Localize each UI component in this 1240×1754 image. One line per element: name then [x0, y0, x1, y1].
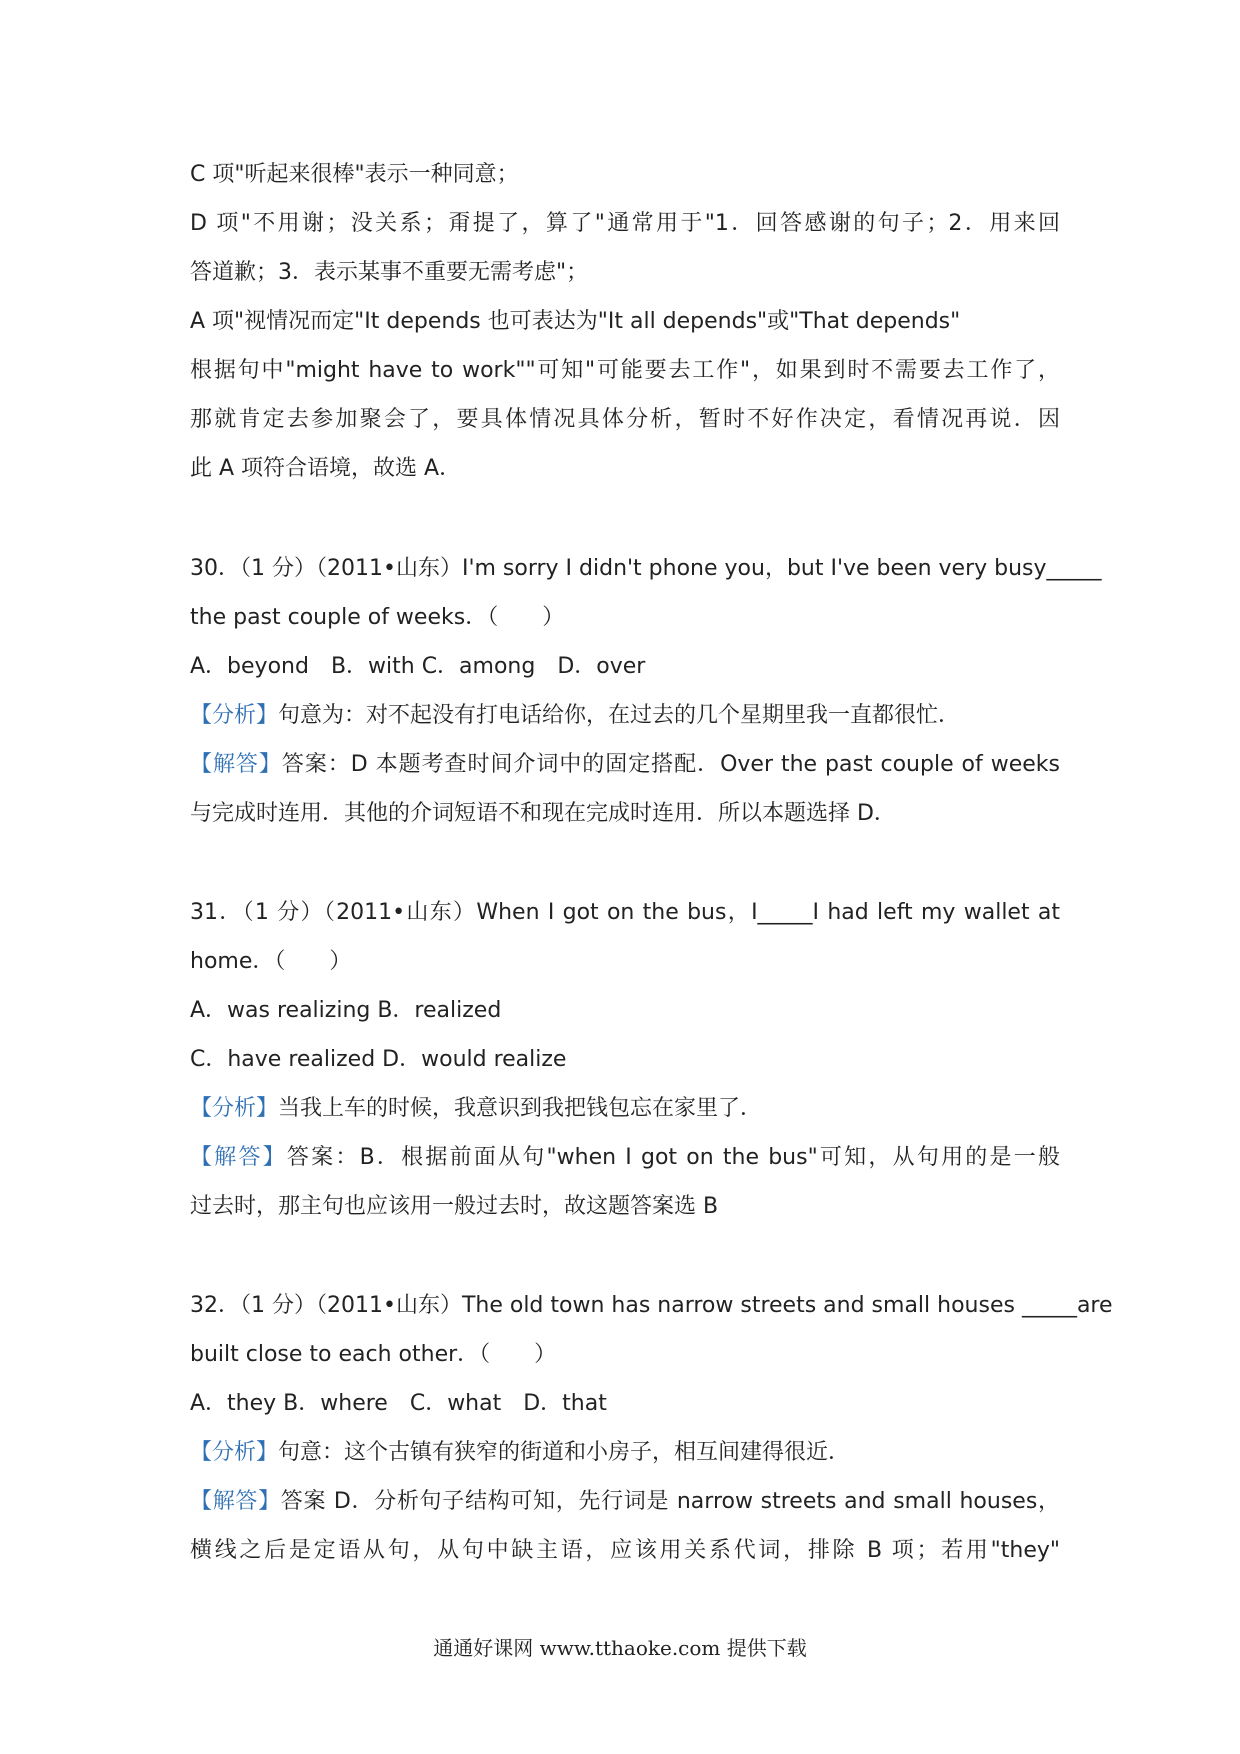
analysis-line: 根据句中"might have to work""可知"可能要去工作"，如果到时不需要去工作了，: [190, 358, 1060, 383]
question-stem: home．（ ）: [190, 949, 352, 974]
answer-text: 答案：D 本题考查时间介词中的固定搭配．Over the past couple of weeks: [281, 752, 1060, 777]
answer-text: 横线之后是定语从句，从句中缺主语，应该用关系代词，排除 B 项；若用"they": [190, 1538, 1060, 1563]
page-footer: 通通好课网 www.tthaoke.com 提供下载: [433, 1636, 807, 1660]
analysis-text: 句意为：对不起没有打电话给你，在过去的几个星期里我一直都很忙．: [278, 703, 961, 728]
analysis-line: A 项"视情况而定"It depends 也可表达为"It all depends"或"That depends": [190, 309, 961, 334]
answer-text: 答案：B．根据前面从句"when I got on the bus"可知，从句用的是一般: [286, 1145, 1060, 1170]
answer-block: [190, 750, 1060, 780]
question-stem: 30．（1 分）（2011•山东）I'm sorry I didn't phone you，but I've been very busy_____: [190, 556, 1102, 581]
analysis-tag: 【分析】: [190, 703, 279, 728]
answer-block: [190, 1487, 1060, 1517]
answer-block: [190, 1143, 1060, 1173]
question-options: A．was realizing B．realized: [190, 998, 502, 1023]
analysis-line: 此 A 项符合语境，故选 A．: [190, 456, 462, 481]
question-stem: 32．（1 分）（2011•山东）The old town has narrow streets and small houses _____are: [190, 1293, 1113, 1318]
question-options: A．beyond B．with C．among D．over: [190, 654, 646, 679]
answer-text: 答案 D．分析句子结构可知，先行词是 narrow streets and small houses，: [280, 1489, 1060, 1514]
analysis-block: [190, 1094, 1060, 1124]
answer-tag: 【解答】: [190, 752, 282, 777]
analysis-text: 句意：这个古镇有狭窄的街道和小房子，相互间建得很近．: [278, 1440, 851, 1465]
analysis-text: 当我上车的时候，我意识到我把钱包忘在家里了．: [278, 1096, 763, 1121]
answer-tag: 【解答】: [190, 1145, 287, 1170]
analysis-block: [190, 701, 1060, 731]
question-stem: built close to each other．（ ）: [190, 1342, 557, 1367]
answer-text: 与完成时连用．其他的介词短语不和现在完成时连用．所以本题选择 D．: [190, 801, 896, 826]
analysis-line: C 项"听起来很棒"表示一种同意；: [190, 162, 519, 187]
question-stem: the past couple of weeks．（ ）: [190, 605, 565, 630]
answer-text: 过去时，那主句也应该用一般过去时，故这题答案选 B: [190, 1194, 719, 1219]
question-stem: 31．（1 分）（2011•山东）When I got on the bus，I_____I had left my wallet at: [190, 900, 1060, 925]
question-options: A．they B．where C．what D．that: [190, 1391, 607, 1416]
analysis-block: [190, 1438, 1060, 1468]
analysis-line: 那就肯定去参加聚会了，要具体情况具体分析，暂时不好作决定，看情况再说．因: [190, 407, 1060, 432]
analysis-tag: 【分析】: [190, 1440, 279, 1465]
analysis-line: D 项"不用谢；没关系；甭提了，算了"通常用于"1．回答感谢的句子；2．用来回: [190, 211, 1060, 236]
question-options: C．have realized D．would realize: [190, 1047, 567, 1072]
analysis-tag: 【分析】: [190, 1096, 279, 1121]
answer-tag: 【解答】: [190, 1489, 281, 1514]
analysis-line: 答道歉；3．表示某事不重要无需考虑"；: [190, 260, 589, 285]
